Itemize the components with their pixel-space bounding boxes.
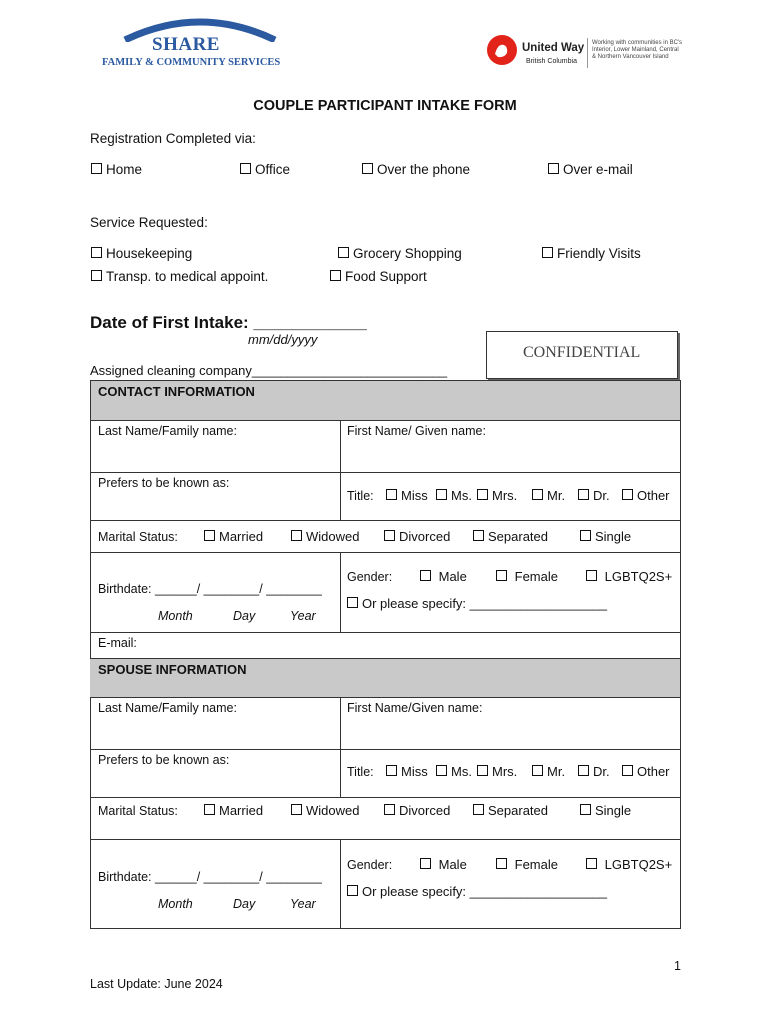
contact-marital-divorced[interactable] (384, 529, 450, 544)
checkbox-icon[interactable] (548, 163, 559, 174)
contact-birthdate-field[interactable]: Birthdate: ______/ ________/ ________ (98, 582, 322, 596)
checkbox-icon[interactable] (347, 885, 358, 896)
checkbox-icon[interactable] (291, 804, 302, 815)
contact-title-mr[interactable] (532, 488, 565, 503)
row-divider (90, 632, 680, 633)
checkbox-icon[interactable] (532, 765, 543, 776)
option-label: Or please specify: ___________________ (362, 884, 608, 899)
share-name: SHARE (152, 34, 220, 55)
spouse-gender-lgbtq[interactable] (586, 857, 672, 872)
contact-gender-label: Gender: (347, 570, 393, 584)
checkbox-icon[interactable] (91, 247, 102, 258)
column-divider (340, 839, 341, 928)
option-label: Transp. to medical appoint. (106, 269, 269, 284)
logo-divider (587, 38, 588, 68)
checkbox-icon[interactable] (91, 270, 102, 281)
row-divider (90, 520, 680, 521)
service-label: Service Requested: (90, 215, 208, 230)
contact-gender-female[interactable] (496, 569, 558, 584)
spouse-title-miss[interactable] (386, 764, 428, 779)
row-divider (90, 749, 680, 750)
united-way-hand-icon (486, 34, 518, 66)
contact-gender-specify[interactable] (347, 596, 607, 611)
tagline-line-2: Interior, Lower Mainland, Central (592, 47, 679, 53)
birthdate-month-hint: Month (158, 897, 193, 911)
tagline-line-3: & Northern Vancouver Island (592, 54, 669, 60)
intake-date-field[interactable]: Date of First Intake: ____________ (90, 313, 367, 332)
option-label: LGBTQ2S+ (604, 857, 673, 872)
checkbox-icon[interactable] (204, 804, 215, 815)
option-label: Single (595, 529, 632, 544)
united-way-tagline (592, 40, 682, 61)
contact-title-mrs[interactable] (477, 488, 517, 503)
service-medical-transport-option[interactable] (91, 269, 268, 284)
form-title: COUPLE PARTICIPANT INTAKE FORM (253, 98, 517, 114)
option-label: Mr. (547, 488, 566, 503)
option-label: Female (514, 569, 558, 584)
option-label: Dr. (593, 764, 610, 779)
row-divider (90, 697, 680, 698)
option-label: Widowed (306, 803, 360, 818)
spouse-marital-widowed[interactable] (291, 803, 359, 818)
option-label: Separated (488, 803, 548, 818)
checkbox-icon[interactable] (586, 570, 597, 581)
table-border-bottom (90, 928, 681, 929)
option-label: Mr. (547, 764, 566, 779)
checkbox-icon[interactable] (384, 804, 395, 815)
checkbox-icon[interactable] (386, 489, 397, 500)
confidential-box (486, 331, 678, 379)
spouse-first-name-field[interactable]: First Name/Given name: (347, 701, 483, 715)
contact-gender-male[interactable] (420, 569, 467, 584)
service-housekeeping-option[interactable] (91, 246, 192, 261)
option-label: Food Support (345, 269, 427, 284)
checkbox-icon[interactable] (240, 163, 251, 174)
checkbox-icon[interactable] (436, 765, 447, 776)
row-divider (90, 472, 680, 473)
contact-prefers-field[interactable]: Prefers to be known as: (98, 476, 230, 490)
option-label: Divorced (399, 529, 451, 544)
contact-marital-widowed[interactable] (291, 529, 359, 544)
option-label: Other (637, 764, 670, 779)
checkbox-icon[interactable] (291, 530, 302, 541)
checkbox-icon[interactable] (580, 804, 591, 815)
service-friendly-visits-option[interactable] (542, 246, 641, 261)
contact-marital-label: Marital Status: (98, 530, 178, 544)
checkbox-icon[interactable] (578, 765, 589, 776)
checkbox-icon[interactable] (586, 858, 597, 869)
spouse-marital-label: Marital Status: (98, 804, 178, 818)
table-border-left (90, 380, 91, 929)
checkbox-icon[interactable] (532, 489, 543, 500)
checkbox-icon[interactable] (580, 530, 591, 541)
spouse-gender-label: Gender: (347, 858, 393, 872)
intake-date-format: mm/dd/yyyy (248, 332, 318, 347)
contact-heading: CONTACT INFORMATION (98, 384, 255, 399)
checkbox-icon[interactable] (330, 270, 341, 281)
option-label: Friendly Visits (557, 246, 641, 261)
contact-title-label: Title: (347, 489, 374, 503)
share-subtitle: FAMILY & COMMUNITY SERVICES (102, 57, 281, 68)
birthdate-year-hint: Year (290, 897, 316, 911)
checkbox-icon[interactable] (473, 530, 484, 541)
column-divider (340, 697, 341, 797)
checkbox-icon[interactable] (362, 163, 373, 174)
row-divider (90, 420, 680, 421)
contact-title-dr[interactable] (578, 488, 610, 503)
share-logo (100, 12, 300, 72)
checkbox-icon[interactable] (420, 858, 431, 869)
option-label: Married (219, 529, 264, 544)
contact-first-name-field[interactable]: First Name/ Given name: (347, 424, 486, 438)
spouse-title-dr[interactable] (578, 764, 610, 779)
spouse-gender-male[interactable] (420, 857, 467, 872)
option-label: Male (438, 569, 467, 584)
checkbox-icon[interactable] (496, 858, 507, 869)
checkbox-icon[interactable] (622, 489, 633, 500)
spouse-last-name-field[interactable]: Last Name/Family name: (98, 701, 237, 715)
spouse-marital-separated[interactable] (473, 803, 548, 818)
checkbox-icon[interactable] (496, 570, 507, 581)
service-food-support-option[interactable] (330, 269, 427, 284)
spouse-title-ms[interactable] (436, 764, 472, 779)
birthdate-day-hint: Day (233, 897, 256, 911)
contact-marital-single[interactable] (580, 529, 631, 544)
option-label: Other (637, 488, 670, 503)
row-divider (90, 797, 680, 798)
option-label: Home (106, 162, 143, 177)
spouse-gender-specify[interactable] (347, 884, 607, 899)
spouse-title-label: Title: (347, 765, 374, 779)
contact-marital-separated[interactable] (473, 529, 548, 544)
option-label: Mrs. (492, 764, 518, 779)
contact-marital-married[interactable] (204, 529, 263, 544)
registration-office-option[interactable] (240, 162, 290, 177)
spouse-gender-female[interactable] (496, 857, 558, 872)
registration-email-option[interactable] (548, 162, 633, 177)
spouse-prefers-field[interactable]: Prefers to be known as: (98, 753, 230, 767)
checkbox-icon[interactable] (477, 489, 488, 500)
confidential-label: CONFIDENTIAL (523, 344, 641, 361)
spouse-title-mr[interactable] (532, 764, 565, 779)
option-label: Ms. (451, 488, 472, 503)
contact-title-ms[interactable] (436, 488, 472, 503)
cleaning-company-field[interactable]: Assigned cleaning company___________________________ (90, 363, 448, 378)
contact-email-field[interactable]: E-mail: (98, 636, 137, 650)
spouse-section-header (90, 659, 680, 697)
option-label: Miss (401, 764, 428, 779)
last-update: Last Update: June 2024 (90, 977, 223, 991)
option-label: Separated (488, 529, 548, 544)
birthdate-day-hint: Day (233, 609, 256, 623)
contact-title-miss[interactable] (386, 488, 428, 503)
table-border-right (680, 380, 681, 929)
checkbox-icon[interactable] (347, 597, 358, 608)
option-label: Divorced (399, 803, 451, 818)
column-divider (340, 552, 341, 632)
checkbox-icon[interactable] (436, 489, 447, 500)
option-label: Female (514, 857, 558, 872)
spouse-marital-divorced[interactable] (384, 803, 450, 818)
option-label: Over e-mail (563, 162, 633, 177)
spouse-marital-married[interactable] (204, 803, 263, 818)
option-label: LGBTQ2S+ (604, 569, 673, 584)
tagline-line-1: Working with communities in BC's (592, 40, 683, 46)
registration-label: Registration Completed via: (90, 131, 256, 146)
united-way-logo (486, 34, 686, 74)
contact-section-header (90, 380, 680, 420)
page-number: 1 (674, 959, 681, 973)
option-label: Male (438, 857, 467, 872)
birthdate-year-hint: Year (290, 609, 316, 623)
checkbox-icon[interactable] (91, 163, 102, 174)
united-way-name: United Way (522, 42, 585, 54)
option-label: Dr. (593, 488, 610, 503)
service-grocery-option[interactable] (338, 246, 462, 261)
contact-gender-lgbtq[interactable] (586, 569, 672, 584)
birthdate-month-hint: Month (158, 609, 193, 623)
checkbox-icon[interactable] (338, 247, 349, 258)
registration-phone-option[interactable] (362, 162, 470, 177)
checkbox-icon[interactable] (386, 765, 397, 776)
option-label: Over the phone (377, 162, 471, 177)
spouse-heading: SPOUSE INFORMATION (98, 662, 247, 677)
checkbox-icon[interactable] (477, 765, 488, 776)
checkbox-icon[interactable] (384, 530, 395, 541)
option-label: Mrs. (492, 488, 518, 503)
option-label: Miss (401, 488, 428, 503)
checkbox-icon[interactable] (204, 530, 215, 541)
united-way-region: British Columbia (526, 58, 577, 65)
spouse-title-other[interactable] (622, 764, 670, 779)
checkbox-icon[interactable] (473, 804, 484, 815)
checkbox-icon[interactable] (578, 489, 589, 500)
option-label: Housekeeping (106, 246, 193, 261)
option-label: Single (595, 803, 632, 818)
spouse-title-mrs[interactable] (477, 764, 517, 779)
contact-last-name-field[interactable]: Last Name/Family name: (98, 424, 237, 438)
spouse-marital-single[interactable] (580, 803, 631, 818)
option-label: Widowed (306, 529, 360, 544)
option-label: Or please specify: ___________________ (362, 596, 608, 611)
checkbox-icon[interactable] (622, 765, 633, 776)
option-label: Married (219, 803, 264, 818)
option-label: Office (255, 162, 291, 177)
row-divider (90, 839, 680, 840)
table-border-top (90, 380, 680, 381)
checkbox-icon[interactable] (542, 247, 553, 258)
option-label: Ms. (451, 764, 472, 779)
registration-home-option[interactable] (91, 162, 142, 177)
column-divider (340, 420, 341, 520)
contact-title-other[interactable] (622, 488, 670, 503)
checkbox-icon[interactable] (420, 570, 431, 581)
spouse-birthdate-field[interactable]: Birthdate: ______/ ________/ ________ (98, 870, 322, 884)
row-divider (90, 552, 680, 553)
option-label: Grocery Shopping (353, 246, 462, 261)
